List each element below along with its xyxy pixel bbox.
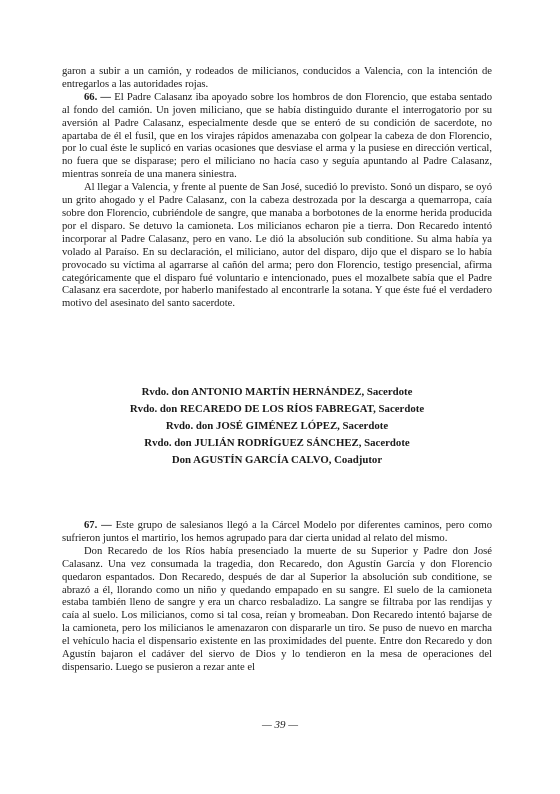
text-section-bottom [62, 520, 492, 675]
paragraph: 67. — Este grupo de salesianos llegó a la Cárcel Modelo por diferentes caminos, pero como sufrieron juntos el martirio, los hemos agrupado para dar cierta unidad al relato del mismo. [62, 520, 493, 544]
page-number: — 39 — [261, 719, 299, 731]
paragraph-number: 67. — [84, 520, 112, 531]
paragraph-number: 66. — [84, 91, 112, 103]
paragraph: Don Recaredo de los Ríos había presenciado la muerte de su Superior y Padre don José Calasanz. Una vez consumada la tragedia, don Recaredo, don Agustín García y don Florencio quedaron espantados. Don Recaredo, después de dar al Superior la absolución sub conditione, se abrazó a él, llorando como un niño y quedando empapado en su sangre. El suelo de la camioneta estaba también lleno de sangre y era un charco resbaladizo. La sangre se filtraba por las rendijas y caía al suelo. Los milicianos, como si tal cosa, reían y bromeaban. Don Recaredo intentó bajarse de la camioneta, pero los milicianos le amenazaron con dispararle un tiro. Se puso de nuevo en marcha el vehículo hacia el dispensario existente en las proximidades del puente. Entre don Recaredo y don Agustín bajaron el cadáver del siervo de Dios y lo tendieron en la mesa de operaciones del dispensario. Luego se pusieron a rezar ante el [62, 545, 492, 673]
name-line: Rvdo. don JOSÉ GIMÉNEZ LÓPEZ, Sacerdote [165, 419, 389, 432]
names-heading [62, 384, 492, 469]
name-line: Rvdo. don ANTONIO MARTÍN HERNÁNDEZ, Sacerdote [141, 386, 413, 398]
name-line: Don AGUSTÍN GARCÍA CALVO, Coadjutor [171, 453, 383, 466]
paragraph: 66. — El Padre Calasanz iba apoyado sobre los hombros de don Florencio, que estaba sentado al fondo del camión. Un joven miliciano, que se había distinguido durante el interrogatorio por su aversión al Padre Calasanz, especialmente desde que se enteró de su condición de sacerdote, no apartaba de él el fusil, que en los virajes rápidos amenazaba con golpear la cabeza de don Florencio, por lo cual éste le suplicó en varias ocasiones que desviase el arma y la pusiese en dirección vertical, no fuera que se disparase; pero el miliciano no hacía caso y seguía apuntando al Padre Calasanz, mientras sonreía de una manera siniestra. [62, 91, 492, 181]
name-line: Rvdo. don JULIÁN RODRÍGUEZ SÁNCHEZ, Sacerdote [144, 436, 410, 449]
text-section-top [62, 66, 492, 311]
paragraph: garon a subir a un camión, y rodeados de milicianos, conducidos a Valencia, con la intención de entregarlos a las autoridades rojas. [62, 66, 492, 90]
name-line: Rvdo. don RECAREDO DE LOS RÍOS FABREGAT, Sacerdote [129, 402, 425, 415]
paragraph: Al llegar a Valencia, y frente al puente de San José, sucedió lo previsto. Sonó un disparo, se oyó un grito ahogado y el Padre Calasanz, con la cabeza destrozada por la descarga a quemarropa, caía sobre don Florencio, cubriéndole de sangre, que manaba a borbotones de la enorme herida producida por el disparo. Se detuvo la camioneta. Los milicianos echaron pie a tierra. Don Recaredo intentó incorporar al Padre Calasanz, pero en vano. Le dió la absolución sub conditione. Su alma había ya volado al Paraíso. En su declaración, el miliciano, autor del disparo, dijo que el disparo se lo había provocado su víctima al agarrarse al cañón del arma; pero don Florencio, testigo presencial, afirma categóricamente que el disparo fué voluntario e intencionado, pues el mozalbete sabía que el Padre Calasanz era sacerdote, por haberlo manifestado al encontrarle la sotana. Y que éste fué el verdadero motivo del asesinato del santo sacerdote. [62, 182, 492, 310]
